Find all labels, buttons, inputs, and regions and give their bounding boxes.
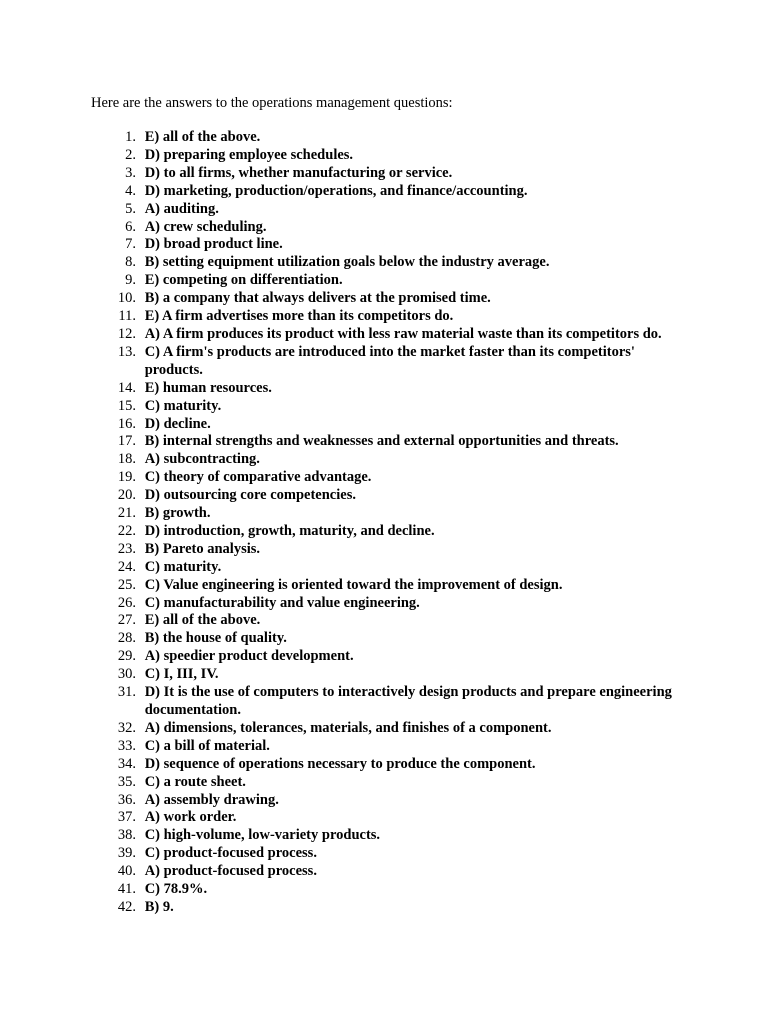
answer-text: D) marketing, production/operations, and finance/accounting. (144, 182, 528, 199)
answer-number-label: 24. (117, 558, 136, 575)
answer-text: D) decline. (144, 415, 211, 432)
answer-number (91, 505, 136, 523)
answer-text: C) a bill of material. (144, 737, 270, 754)
answer-number (91, 559, 136, 577)
answer-number (91, 487, 136, 505)
answer-text: B) setting equipment utilization goals below the industry average. (144, 254, 550, 271)
answer-text: A) work order. (144, 809, 237, 826)
answer-number-label: 7. (125, 236, 136, 253)
answer-number (91, 416, 136, 434)
answer-number-label: 26. (117, 594, 136, 611)
answer-item (91, 541, 691, 559)
answer-number-label: 35. (117, 773, 136, 790)
answer-item (91, 451, 691, 469)
answer-number (91, 684, 136, 702)
answer-number (91, 469, 136, 487)
answer-number-label: 9. (125, 272, 136, 289)
answer-number (91, 433, 136, 451)
answer-text: B) internal strengths and weaknesses and external opportunities and threats. (144, 433, 619, 450)
answer-number (91, 577, 136, 595)
answer-item (91, 147, 691, 165)
answer-number (91, 648, 136, 666)
answer-number (91, 451, 136, 469)
answer-number-label: 19. (117, 469, 136, 486)
answer-text: C) product-focused process. (144, 845, 317, 862)
answer-item (91, 398, 691, 416)
answers-list (91, 129, 691, 917)
answer-item (91, 648, 691, 666)
answer-item (91, 380, 691, 398)
answer-text: A) dimensions, tolerances, materials, and finishes of a component. (144, 719, 552, 736)
answer-number (91, 720, 136, 738)
answer-number-label: 30. (117, 666, 136, 683)
answer-item (91, 774, 691, 792)
answer-item (91, 577, 691, 595)
answer-text: C) theory of comparative advantage. (144, 469, 372, 486)
answer-text: C) A firm's products are introduced into the market faster than its competitors' products. (144, 343, 635, 378)
intro-text: Here are the answers to the operations management questions: (91, 95, 453, 111)
answer-number (91, 612, 136, 630)
answer-number (91, 666, 136, 684)
answer-number-label: 22. (117, 522, 136, 539)
answer-text: B) a company that always delivers at the promised time. (144, 290, 491, 307)
answer-item (91, 720, 691, 738)
answer-number (91, 899, 136, 917)
answer-text: A) subcontracting. (144, 451, 260, 468)
answer-item (91, 201, 691, 219)
answer-item (91, 129, 691, 147)
answer-number (91, 774, 136, 792)
answer-item (91, 756, 691, 774)
answer-text: C) a route sheet. (144, 773, 246, 790)
answer-item (91, 666, 691, 684)
answer-text: B) the house of quality. (144, 630, 287, 647)
answer-number-label: 14. (117, 379, 136, 396)
answer-item (91, 416, 691, 434)
answer-number-label: 36. (117, 791, 136, 808)
answer-number-label: 27. (117, 612, 136, 629)
answer-number-label: 23. (117, 540, 136, 557)
answer-text: C) Value engineering is oriented toward the improvement of design. (144, 576, 563, 593)
answer-item (91, 595, 691, 613)
answer-number (91, 165, 136, 183)
answer-number (91, 827, 136, 845)
answer-text: A) product-focused process. (144, 863, 317, 880)
answer-number-label: 20. (117, 487, 136, 504)
answer-text: C) 78.9%. (144, 881, 208, 898)
answer-number-label: 10. (117, 290, 136, 307)
answer-number (91, 881, 136, 899)
answer-item (91, 308, 691, 326)
answer-text: E) human resources. (144, 379, 272, 396)
answer-number-label: 33. (117, 737, 136, 754)
answer-number (91, 792, 136, 810)
answer-number (91, 236, 136, 254)
answer-number (91, 398, 136, 416)
answer-number-label: 28. (117, 630, 136, 647)
answer-number-label: 15. (117, 397, 136, 414)
answer-item (91, 272, 691, 290)
answer-number-label: 38. (117, 827, 136, 844)
answer-text: C) I, III, IV. (144, 666, 219, 683)
answer-text: D) sequence of operations necessary to produce the component. (144, 755, 536, 772)
answer-number-label: 32. (117, 719, 136, 736)
answer-number-label: 11. (118, 308, 136, 325)
answer-text: B) growth. (144, 505, 211, 522)
answer-text: B) Pareto analysis. (144, 540, 261, 557)
answer-number (91, 845, 136, 863)
answer-text: E) all of the above. (144, 129, 261, 145)
answer-number (91, 809, 136, 827)
answer-number-label: 37. (117, 809, 136, 826)
answer-number (91, 219, 136, 237)
answer-number-label: 31. (117, 684, 136, 701)
answer-number-label: 29. (117, 648, 136, 665)
answer-item (91, 326, 691, 344)
answer-text: E) competing on differentiation. (144, 272, 343, 289)
answer-item (91, 433, 691, 451)
answer-item (91, 469, 691, 487)
answer-number-label: 18. (117, 451, 136, 468)
answer-number (91, 523, 136, 541)
answer-text: C) manufacturability and value engineering. (144, 594, 420, 611)
answer-item (91, 863, 691, 881)
answer-number (91, 630, 136, 648)
answer-number-label: 5. (125, 200, 136, 217)
answer-item (91, 344, 691, 380)
answer-number-label: 4. (125, 182, 136, 199)
answer-text: D) to all firms, whether manufacturing or service. (144, 164, 453, 181)
answer-item (91, 290, 691, 308)
answer-item (91, 881, 691, 899)
answer-text: A) auditing. (144, 200, 219, 217)
answer-number-label: 41. (117, 881, 136, 898)
answer-item (91, 809, 691, 827)
answer-number-label: 16. (117, 415, 136, 432)
answer-number (91, 290, 136, 308)
answer-text: A) crew scheduling. (144, 218, 267, 235)
answer-number (91, 738, 136, 756)
answer-text: B) 9. (144, 898, 174, 915)
answer-number-label: 17. (117, 433, 136, 450)
answer-number (91, 863, 136, 881)
answer-number-label: 25. (117, 576, 136, 593)
answer-number (91, 129, 136, 147)
answer-number-label: 21. (117, 505, 136, 522)
answer-number (91, 380, 136, 398)
answer-number (91, 541, 136, 559)
answer-text: D) It is the use of computers to interactively design products and prepare engineering documentation. (144, 684, 672, 718)
answer-text: A) A firm produces its product with less raw material waste than its competitors do. (144, 325, 662, 342)
answer-item (91, 792, 691, 810)
answer-text: D) preparing employee schedules. (144, 146, 354, 163)
answer-number-label: 12. (117, 325, 136, 342)
answer-text: C) maturity. (144, 397, 222, 414)
answer-number-label: 3. (125, 164, 136, 181)
answer-text: D) outsourcing core competencies. (144, 487, 356, 504)
answer-number (91, 147, 136, 165)
answer-item (91, 254, 691, 272)
answer-text: D) introduction, growth, maturity, and decline. (144, 522, 435, 539)
answer-item (91, 899, 691, 917)
answer-number-label: 42. (117, 898, 136, 915)
answer-text: E) A firm advertises more than its competitors do. (144, 308, 454, 325)
answer-text: C) high-volume, low-variety products. (144, 827, 381, 844)
answer-text: C) maturity. (144, 558, 222, 575)
answer-number (91, 254, 136, 272)
answer-item (91, 165, 691, 183)
answer-number-label: 8. (125, 254, 136, 271)
answer-text: A) assembly drawing. (144, 791, 279, 808)
answer-item (91, 738, 691, 756)
answer-item (91, 236, 691, 254)
answer-item (91, 845, 691, 863)
answer-number-label: 39. (117, 845, 136, 862)
answer-item (91, 612, 691, 630)
answer-text: D) broad product line. (144, 236, 283, 253)
answer-item (91, 487, 691, 505)
answer-number (91, 272, 136, 290)
answer-number (91, 308, 136, 326)
answer-number (91, 344, 136, 362)
answer-number-label: 34. (117, 755, 136, 772)
answer-number (91, 756, 136, 774)
answer-item (91, 523, 691, 541)
answer-item (91, 219, 691, 237)
answer-item (91, 183, 691, 201)
answer-item (91, 559, 691, 577)
answer-number (91, 595, 136, 613)
answer-number (91, 201, 136, 219)
answer-number (91, 183, 136, 201)
answer-item (91, 630, 691, 648)
answer-item (91, 684, 691, 720)
answer-number-label: 6. (125, 218, 136, 235)
answer-number-label: 1. (125, 129, 136, 145)
answer-text: A) speedier product development. (144, 648, 354, 665)
answer-number (91, 326, 136, 344)
answer-number-label: 13. (117, 343, 136, 360)
answer-item (91, 827, 691, 845)
answer-number-label: 40. (117, 863, 136, 880)
answer-text: E) all of the above. (144, 612, 261, 629)
answer-item (91, 505, 691, 523)
answer-number-label: 2. (125, 146, 136, 163)
